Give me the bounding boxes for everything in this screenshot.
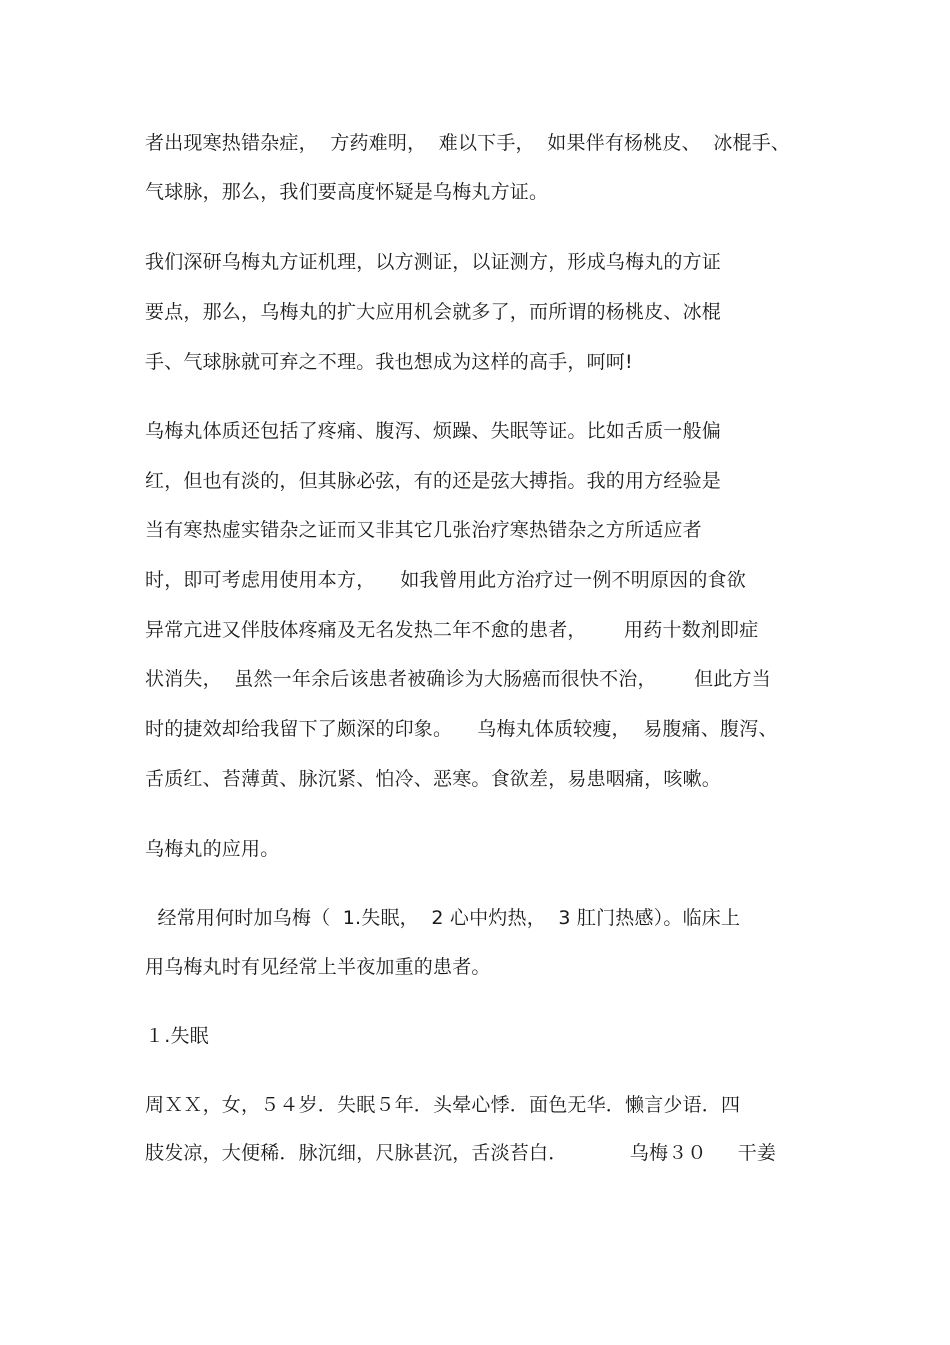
text-line: 要点，那么，乌梅丸的扩大应用机会就多了，而所谓的杨桃皮、冰棍 — [145, 301, 722, 323]
text-line: 时，即可考虑用使用本方， 如我曾用此方治疗过一例不明原因的食欲 — [145, 569, 746, 591]
section-heading: 乌梅丸的应用。 — [145, 838, 280, 860]
text-line: 状消失， 虽然一年余后该患者被确诊为大肠癌而很快不治， 但此方当 — [145, 668, 771, 690]
subsection-heading: １.失眠 — [145, 1025, 209, 1047]
text-line: 者出现寒热错杂症， 方药难明， 难以下手， 如果伴有杨桃皮、 冰棍手、 — [145, 132, 791, 154]
text-line: 手、气球脉就可弃之不理。我也想成为这样的高手，呵呵! — [145, 351, 633, 373]
text-line: 气球脉，那么，我们要高度怀疑是乌梅丸方证。 — [145, 181, 549, 203]
text-line: 当有寒热虚实错杂之证而又非其它几张治疗寒热错杂之方所适应者 — [145, 519, 702, 541]
text-line: 我们深研乌梅丸方证机理，以方测证，以证测方，形成乌梅丸的方证 — [145, 251, 722, 273]
text-line: 肢发凉，大便稀．脉沉细，尺脉甚沉，舌淡苔白． 乌梅３０ 干姜 — [145, 1142, 777, 1164]
text-line: 周ＸＸ，女，５４岁．失眠５年．头晕心悸．面色无华．懒言少语．四 — [145, 1094, 741, 1116]
text-line: 乌梅丸体质还包括了疼痛、腹泻、烦躁、失眠等证。比如舌质一般偏 — [145, 420, 722, 442]
text-line: 经常用何时加乌梅（ 1.失眠， 2 心中灼热， 3 肛门热感）。临床上 — [145, 907, 741, 929]
text-line: 用乌梅丸时有见经常上半夜加重的患者。 — [145, 956, 491, 978]
text-line: 异常亢进又伴肢体疼痛及无名发热二年不愈的患者， 用药十数剂即症 — [145, 619, 759, 641]
text-line: 红，但也有淡的，但其脉必弦，有的还是弦大搏指。我的用方经验是 — [145, 470, 722, 492]
text-line: 时的捷效却给我留下了颇深的印象。 乌梅丸体质较瘦， 易腹痛、腹泻、 — [145, 718, 778, 740]
text-line: 舌质红、苔薄黄、脉沉紧、怕冷、恶寒。食欲差，易患咽痛，咳嗽。 — [145, 768, 722, 790]
